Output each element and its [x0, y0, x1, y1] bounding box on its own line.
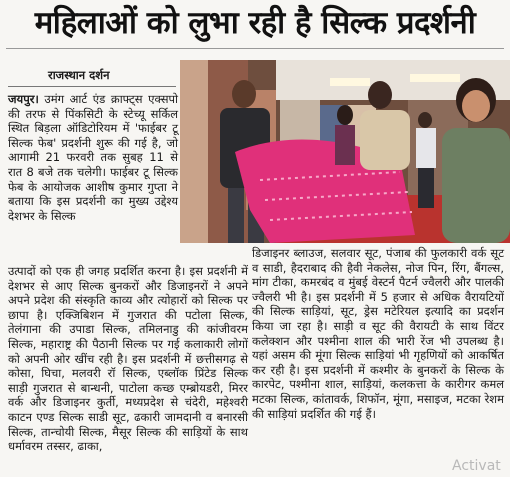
article-column-left: [8, 92, 178, 223]
article-column-bottom-left: [8, 264, 248, 454]
article-paragraph-2: उत्पादों को एक ही जगह प्रदर्शित करना है। इस प्रदर्शनी में देशभर से आए सिल्क बुनकरों और डिजाइनरों ने अपने अपने प्रदेश की संस्कृति काव्य और त्योहारों को सिल्क पर छापा है। एक्जिबिशन में गुजरात की पटोला सिल्क, तेलंगाना की उपाडा सिल्क, तमिलनाडु की कांजीवरम सिल्क, महाराष्ट्र की पैठानी सिल्क पर गई कलाकारी लोगों को अपनी ओर खींच रही है। इस प्रदर्शनी में छत्तीसगढ़ से कोसा, घिचा, मलवरी रॉ सिल्क, एब्लॉक प्रिंटेड सिल्क साड़ी गुजरात से बान्धनी, पाटोला कच्छ एम्ब्रोयडरी, मिरर वर्क और डिजाइनर कुर्ती, मध्यप्रदेश से चंदेरी, महेश्वरी काटन एण्ड सिल्क साडी सूट, ढकारी जामदानी व बनारसी सिल्क, तान्चोयी सिल्क, मैसूर सिल्क की साड़ियों के साथ धर्मावरम तस्सर, ढाका,: [8, 264, 248, 454]
headline: महिलाओं को लुभा रही है सिल्क प्रदर्शनी: [34, 5, 476, 41]
byline: राजस्थान दर्शन: [48, 68, 110, 82]
article-paragraph-1: उमंग आर्ट एंड क्राफ्ट्स एक्सपो की तरफ से पिंकसिटी के स्टेच्यू सर्किल स्थित बिड़ला ऑडिटोरियम में 'फाईबर टू सिल्क फेब' प्रदर्शनी शुरू की गई है, जो आगामी 21 फरवरी तक सुबह 11 से रात 8 बजे तक चलेगी। फाईबर टू सिल्क फेब के आयोजक आशीष कुमार गुप्ता ने बताया कि इस प्रदर्शनी का मुख्य उद्देश्य देशभर के सिल्क: [8, 92, 178, 223]
exhibition-photo: [180, 60, 510, 243]
dateline: जयपुर।: [8, 92, 39, 106]
exhibition-photo-illustration: [180, 60, 510, 243]
article-paragraph-3: डिजाइनर ब्लाउज, सलवार सूट, पंजाब की फुलकारी वर्क सूट व साडी, हैदराबाद की हैवी नेकलेस, नोज पिन, रिंग, बैंगल्स, मांग टीका, कमरबंद व मुंबई वेस्टर्न पैटर्न ज्वैलरी और पालकी ज्वैलरी भी है। इस प्रदर्शनी में 5 हजार से अधिक वैरायटियों की सिल्क साड़ियां, सूट, ड्रेस मटेरियल इत्यादि का प्रदर्शन किया जा रहा है। साड़ी व सूट की वैरायटी के साथ विंटर कलेक्शन और पश्मीना शाल की भारी रेंज भी उपलब्ध है। यहां असम की मूंगा सिल्क साड़ियां भी गृहणियों को आकर्षित कर रही है। इस प्रदर्शनी में कश्मीर के बुनकरों के सिल्क के कारपेट, पश्मीना शाल, साड़ियां, कलकत्ता के कारीगर कमल मटका सिल्क, कांतावर्क, शिफॉन, मूंगा, मसाइज, मटका रेशम की साड़ियां प्रदर्शित की गई हैं।: [252, 246, 504, 421]
article-column-right: [252, 246, 504, 421]
byline-rule: [8, 86, 176, 87]
headline-rule: [6, 48, 504, 49]
activation-watermark: Activat: [452, 458, 501, 474]
